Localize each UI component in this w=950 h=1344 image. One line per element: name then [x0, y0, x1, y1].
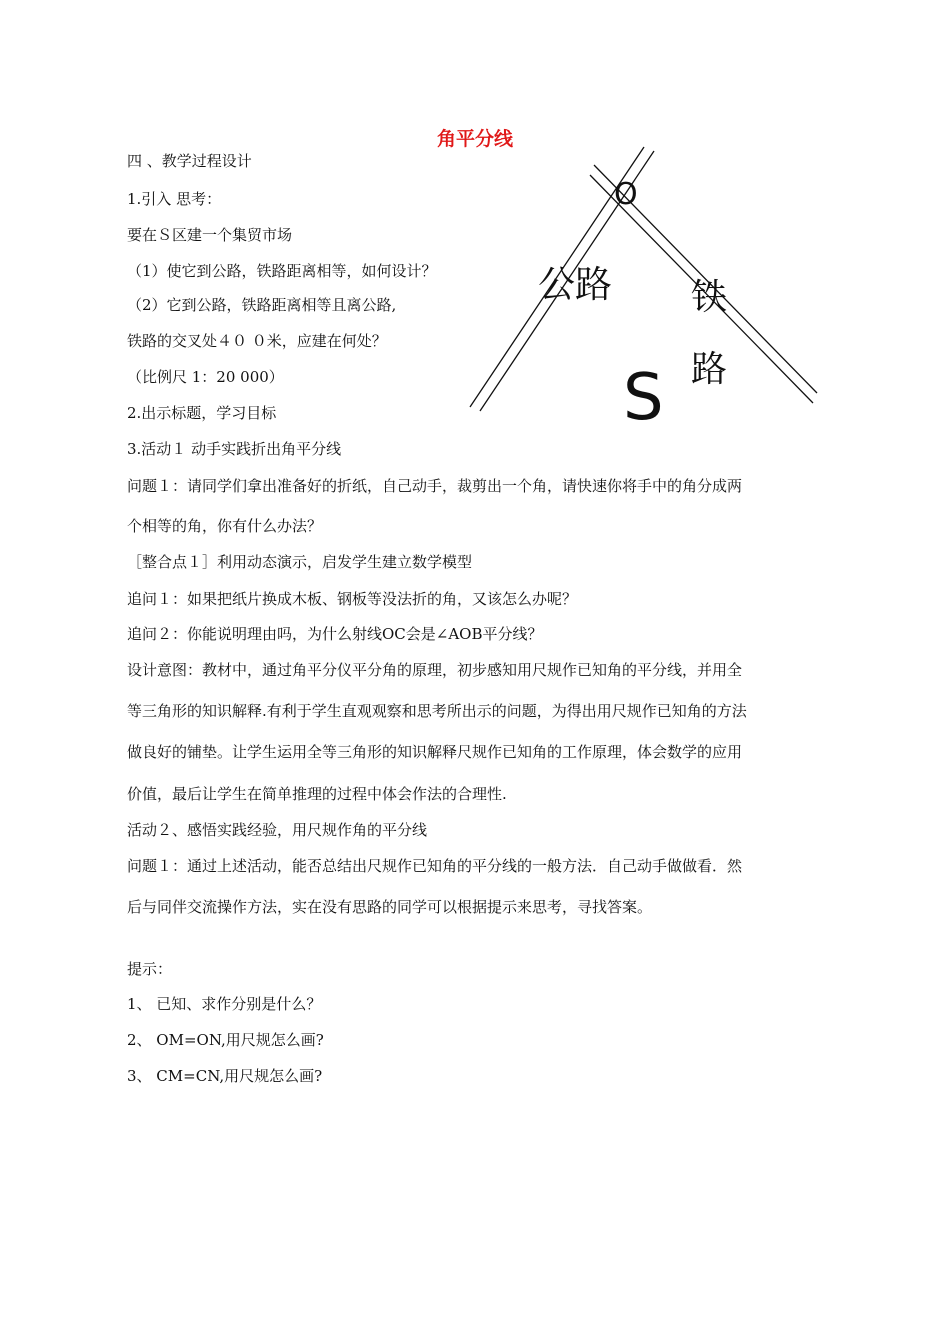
text-line: 个相等的角，你有什么办法？: [127, 517, 323, 535]
page-title: 角平分线: [436, 128, 513, 150]
rail-label-1: 铁: [691, 277, 728, 318]
text-line: 2.出示标题，学习目标: [127, 404, 277, 422]
intersection-label-o: O: [614, 177, 638, 212]
text-line: 提示：: [127, 960, 173, 978]
text-line: 3.活动１ 动手实践折出角平分线: [127, 440, 342, 458]
text-line: 等三角形的知识解释.有利于学生直观观察和思考所出示的问题，为得出用尺规作已知角的方法: [127, 702, 747, 720]
text-line: 追问１：如果把纸片换成木板、钢板等没法折的角，又该怎么办呢？: [127, 590, 578, 608]
text-line: （2）它到公路，铁路距离相等且离公路,: [127, 296, 397, 314]
text-line: （比例尺 1：20 000）: [127, 368, 284, 386]
list-item: 1、 已知、求作分别是什么？: [127, 995, 322, 1013]
text-line: 设计意图：教材中，通过角平分仪平分角的原理，初步感知用尺规作已知角的平分线，并用全: [127, 661, 743, 679]
text-line: 1.引入 思考：: [127, 190, 222, 208]
text-line: ［整合点１］利用动态演示，启发学生建立数学模型: [127, 553, 473, 571]
section-heading: 四 、教学过程设计: [127, 152, 252, 170]
text-line: 后与同伴交流操作方法，实在没有思路的同学可以根据提示来思考，寻找答案。: [127, 898, 653, 916]
text-line: 追问２：你能说明理由吗，为什么射线OC会是∠AOB平分线？: [127, 625, 543, 643]
market-label-s: S: [623, 361, 664, 435]
text-line: 问题１：通过上述活动，能否总结出尺规作已知角的平分线的一般方法．自己动手做做看．然: [127, 857, 743, 875]
text-line: 问题１：请同学们拿出准备好的折纸，自己动手，裁剪出一个角，请快速你将手中的角分成两: [127, 477, 743, 495]
road-rail-diagram: [460, 145, 830, 435]
list-item: 2、 OM=ON,用尺规怎么画?: [127, 1031, 324, 1049]
text-line: 要在Ｓ区建一个集贸市场: [127, 226, 293, 244]
text-line: 活动２、感悟实践经验，用尺规作角的平分线: [127, 821, 428, 839]
list-item: 3、 CM=CN,用尺规怎么画?: [127, 1067, 323, 1085]
text-line: 做良好的铺垫。让学生运用全等三角形的知识解释尺规作已知角的工作原理，体会数学的应用: [127, 743, 743, 761]
text-line: 铁路的交叉处４０ ０米，应建在何处？: [127, 332, 387, 350]
rail-label-2: 路: [691, 349, 728, 390]
text-line: （1）使它到公路，铁路距离相等，如何设计？: [127, 262, 437, 280]
road-label: 公路: [538, 263, 612, 306]
text-line: 价值，最后让学生在简单推理的过程中体会作法的合理性.: [127, 785, 507, 803]
